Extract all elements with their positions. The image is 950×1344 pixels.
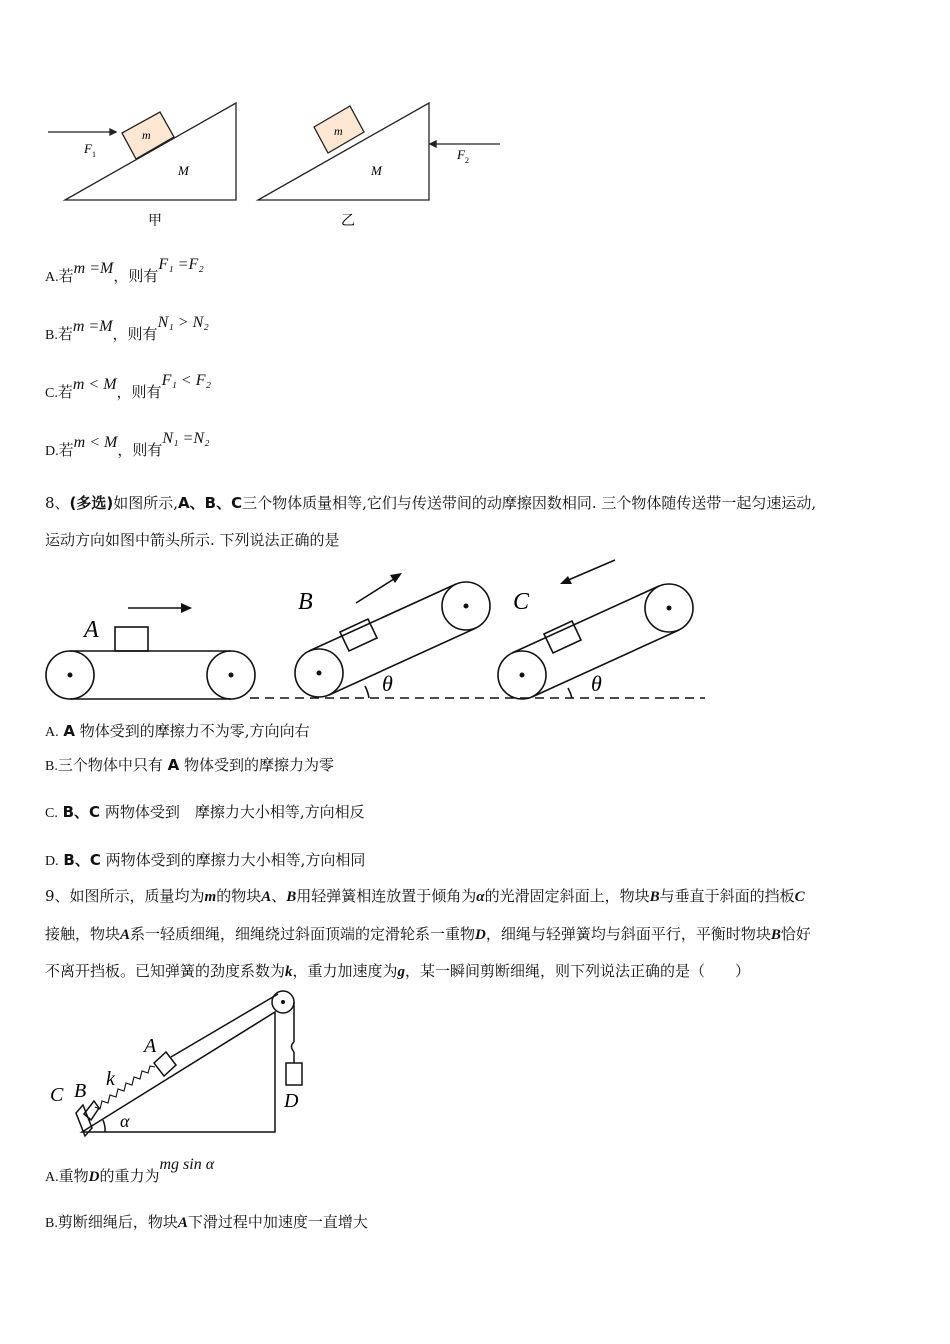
q9-stem-line3: 不离开挡板。已知弹簧的劲度系数为k，重力加速度为g，某一瞬间剪断细绳，则下列说法正确的是（ ）: [45, 962, 751, 980]
force-sub-f2: 2: [465, 156, 469, 165]
block-label-right: m: [334, 124, 343, 138]
q8-stem-line2: 运动方向如图中箭头所示. 下列说法正确的是: [45, 531, 340, 549]
label-k: k: [106, 1068, 115, 1090]
incline-label-right: M: [371, 163, 382, 178]
q9-stem-line1: 9、如图所示，质量均为m的物块A、B用轻弹簧相连放置于倾角为α的光滑固定斜面上，物块B与垂直于斜面的挡板C: [45, 887, 805, 905]
label-theta-c: θ: [591, 671, 602, 696]
q7-option-a: A.若m =M，则有F₁ =F₂: [45, 256, 204, 285]
figure-conveyors: [40, 555, 710, 705]
caption-yi: 乙: [341, 214, 355, 229]
label-theta-b: θ: [382, 671, 393, 696]
label-a: A: [144, 1035, 157, 1057]
q9-stem-line2: 接触，物块A系一轻质细绳，细绳绕过斜面顶端的定滑轮系一重物D，细绳与轻弹簧均与斜面平行，平衡时物块B恰好: [45, 925, 811, 943]
q7-option-d: D.若m < M，则有N₁ =N₂: [45, 430, 210, 459]
belt-horizontal: [46, 608, 255, 699]
block-label-left: m: [142, 128, 151, 142]
label-c: C: [513, 589, 530, 615]
label-a: A: [84, 617, 99, 643]
label-d: D: [284, 1090, 299, 1112]
force-sub-f1: 1: [92, 150, 96, 159]
arrow-up-right-icon: [390, 573, 402, 583]
incline-left: [48, 103, 236, 200]
q8-stem-line1: 8、(多选)如图所示,A、B、C三个物体质量相等,它们与传送带间的动摩擦因数相同. 三个物体随传送带一起匀速运动,: [45, 494, 817, 512]
figure-spring-incline: [40, 990, 320, 1140]
force-label-f2: F: [457, 147, 465, 162]
q8-option-d: D. B、C 两物体受到的摩擦力大小相等,方向相同: [45, 851, 366, 869]
label-b: B: [298, 589, 313, 615]
q8-option-a: A. A 物体受到的摩擦力不为零,方向向右: [45, 722, 310, 740]
q9-option-b: B.剪断细绳后，物块A下滑过程中加速度一直增大: [45, 1213, 368, 1231]
figure-inclines: [40, 95, 510, 235]
label-b: B: [74, 1080, 87, 1102]
label-alpha: α: [120, 1111, 130, 1131]
q9-option-a: A.重物D的重力为mg sin α: [45, 1156, 215, 1185]
arrow-right-icon: [181, 603, 192, 613]
q7-option-c: C.若m < M，则有F₁ < F₂: [45, 372, 212, 401]
label-c: C: [50, 1084, 64, 1106]
caption-jia: 甲: [148, 214, 162, 229]
force-label-f1: F: [84, 141, 92, 156]
incline-label-left: M: [178, 163, 189, 178]
q8-option-b: B.三个物体中只有 A 物体受到的摩擦力为零: [45, 756, 335, 774]
q8-option-c: C. B、C 两物体受到 摩擦力大小相等,方向相反: [45, 803, 365, 821]
q7-option-b: B.若m =M，则有N₁ > N₂: [45, 314, 209, 343]
